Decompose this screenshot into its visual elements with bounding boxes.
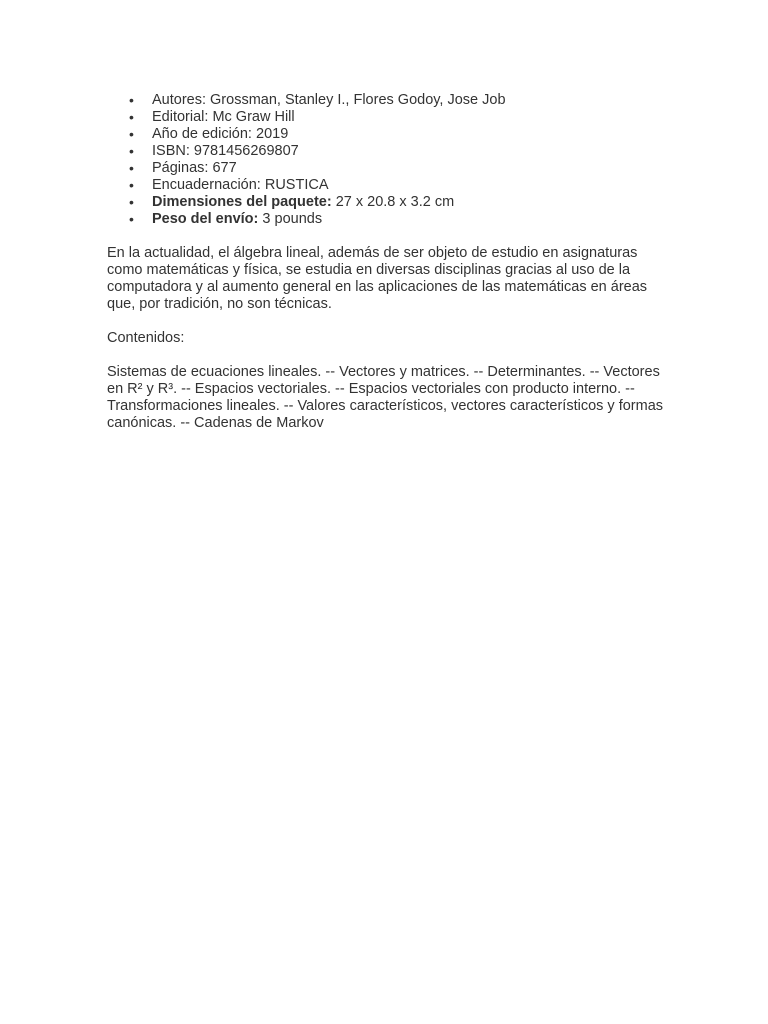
- detail-label: Peso del envío:: [152, 211, 259, 227]
- detail-value: RUSTICA: [264, 177, 329, 193]
- bullet-icon: •: [129, 177, 134, 193]
- detail-label: Páginas:: [152, 160, 209, 176]
- detail-label: Autores:: [152, 92, 206, 108]
- detail-label: Año de edición:: [152, 126, 252, 142]
- detail-value: 3 pounds: [262, 211, 323, 227]
- detail-value: 2019: [256, 126, 289, 142]
- detail-item: [107, 126, 665, 143]
- contents-label: Contenidos:: [107, 330, 185, 346]
- detail-label: Dimensiones del paquete:: [152, 194, 332, 210]
- detail-item: [107, 177, 665, 194]
- bullet-icon: •: [129, 194, 134, 210]
- detail-value: 677: [212, 160, 237, 176]
- bullet-icon: •: [129, 143, 134, 159]
- bullet-icon: •: [129, 160, 134, 176]
- detail-value: Grossman, Stanley I., Flores Godoy, Jose Job: [210, 92, 506, 108]
- detail-item: [107, 92, 665, 109]
- bullet-icon: •: [129, 126, 134, 142]
- detail-label: Editorial:: [152, 109, 209, 125]
- bullet-icon: •: [129, 211, 134, 227]
- detail-item: [107, 194, 665, 211]
- bullet-icon: •: [129, 109, 134, 125]
- document-content: [107, 92, 665, 432]
- intro-paragraph: En la actualidad, el álgebra lineal, además de ser objeto de estudio en asignaturas como matemáticas y física, se estudia en diversas disciplinas gracias al uso de la computadora y al aumento general en las aplicaciones de las matemáticas en áreas que, por tradición, no son técnicas.: [107, 245, 648, 312]
- detail-value: 27 x 20.8 x 3.2 cm: [335, 194, 455, 210]
- detail-label: Encuadernación:: [152, 177, 261, 193]
- detail-item: [107, 211, 665, 228]
- contents-paragraph: Sistemas de ecuaciones lineales. -- Vectores y matrices. -- Determinantes. -- Vectores en R² y R³. -- Espacios vectoriales. -- Espacios vectoriales con producto interno. -- Transformaciones lineales. -- Valores característicos, vectores característicos y formas canónicas. -- Cadenas de Markov: [107, 364, 664, 431]
- detail-value: Mc Graw Hill: [212, 109, 295, 125]
- detail-item: [107, 143, 665, 160]
- detail-item: [107, 160, 665, 177]
- detail-label: ISBN:: [152, 143, 190, 159]
- detail-item: [107, 109, 665, 126]
- detail-value: 9781456269807: [193, 143, 299, 159]
- book-details-list: [107, 92, 665, 228]
- bullet-icon: •: [129, 92, 134, 108]
